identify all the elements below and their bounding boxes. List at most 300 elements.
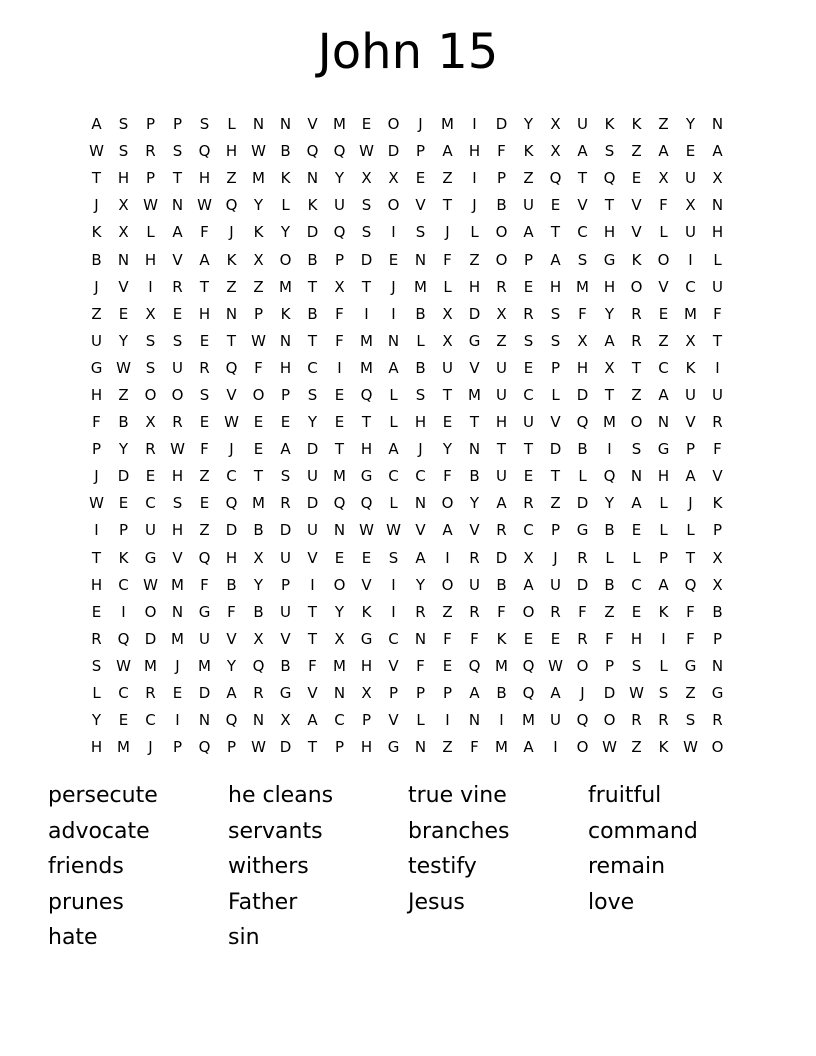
grid-letter: A [280, 440, 291, 459]
grid-letter: T [307, 602, 318, 621]
grid-letter: X [712, 575, 723, 594]
grid-letter: S [172, 494, 183, 513]
grid-letter: C [685, 277, 696, 296]
grid-letter: J [175, 656, 180, 675]
grid-letter: T [712, 331, 723, 350]
grid-letter: K [91, 223, 102, 242]
grid-letter: O [603, 711, 616, 730]
grid-letter: W [143, 196, 158, 215]
grid-letter: E [334, 385, 345, 404]
word-bank-item: Jesus [408, 889, 465, 915]
grid-letter: S [91, 656, 102, 675]
grid-row [83, 409, 731, 436]
grid-row [83, 680, 731, 707]
grid-letter: S [577, 250, 588, 269]
grid-letter: L [632, 548, 641, 567]
grid-letter: R [550, 602, 561, 621]
grid-letter: L [659, 494, 668, 513]
grid-letter: C [118, 575, 129, 594]
grid-letter: Y [685, 115, 696, 134]
grid-letter: T [523, 440, 534, 459]
grid-letter: Y [118, 331, 129, 350]
grid-letter: T [550, 467, 561, 486]
grid-letter: F [713, 304, 722, 323]
grid-letter: D [360, 250, 373, 269]
grid-row [83, 707, 731, 734]
grid-letter: I [661, 629, 666, 648]
grid-letter: T [577, 169, 588, 188]
grid-letter: T [631, 358, 642, 377]
grid-letter: J [94, 277, 99, 296]
grid-letter: H [603, 223, 616, 242]
grid-letter: D [576, 385, 589, 404]
grid-letter: Z [226, 169, 237, 188]
grid-letter: R [469, 602, 480, 621]
grid-letter: D [306, 223, 319, 242]
grid-letter: O [387, 115, 400, 134]
grid-letter: Q [198, 142, 211, 161]
grid-row [83, 382, 731, 409]
grid-letter: R [280, 494, 291, 513]
grid-letter: K [253, 223, 264, 242]
grid-letter: C [145, 711, 156, 730]
grid-letter: D [306, 494, 319, 513]
grid-letter: E [631, 602, 642, 621]
grid-letter: U [550, 711, 561, 730]
grid-letter: X [145, 413, 156, 432]
grid-letter: Q [360, 385, 373, 404]
grid-letter: Z [658, 115, 669, 134]
grid-letter: E [550, 629, 561, 648]
grid-letter: O [144, 385, 157, 404]
grid-letter: M [333, 656, 346, 675]
grid-letter: Q [549, 169, 562, 188]
grid-letter: L [92, 684, 101, 703]
grid-letter: S [388, 548, 399, 567]
grid-letter: Z [523, 169, 534, 188]
grid-letter: L [389, 385, 398, 404]
grid-letter: E [199, 494, 210, 513]
grid-letter: D [495, 548, 508, 567]
grid-letter: H [171, 467, 184, 486]
grid-letter: L [416, 711, 425, 730]
grid-row [83, 192, 731, 219]
grid-letter: C [307, 358, 318, 377]
grid-letter: S [550, 331, 561, 350]
grid-letter: V [280, 629, 291, 648]
grid-letter: W [116, 358, 131, 377]
grid-letter: W [683, 738, 698, 757]
grid-row [83, 490, 731, 517]
grid-letter: L [686, 521, 695, 540]
grid-letter: R [577, 629, 588, 648]
grid-letter: U [145, 521, 156, 540]
grid-letter: W [170, 440, 185, 459]
grid-letter: L [659, 521, 668, 540]
grid-letter: W [602, 738, 617, 757]
grid-letter: P [523, 250, 534, 269]
grid-letter: Z [199, 467, 210, 486]
grid-letter: D [576, 575, 589, 594]
grid-letter: A [550, 684, 561, 703]
grid-letter: C [523, 521, 534, 540]
grid-row [83, 111, 731, 138]
grid-letter: B [577, 440, 588, 459]
grid-letter: P [334, 250, 345, 269]
grid-letter: A [91, 115, 102, 134]
grid-letter: S [658, 684, 669, 703]
grid-letter: F [497, 602, 506, 621]
grid-letter: I [472, 169, 477, 188]
grid-letter: O [630, 413, 643, 432]
grid-letter: Z [118, 385, 129, 404]
page-title: John 15 [317, 24, 499, 80]
grid-letter: C [631, 575, 642, 594]
grid-letter: O [441, 494, 454, 513]
grid-letter: C [577, 223, 588, 242]
grid-letter: H [549, 277, 562, 296]
grid-letter: S [145, 358, 156, 377]
grid-letter: T [253, 467, 264, 486]
grid-letter: P [604, 656, 615, 675]
grid-letter: D [468, 304, 481, 323]
grid-letter: Q [576, 711, 589, 730]
grid-letter: Y [604, 304, 615, 323]
grid-letter: T [91, 169, 102, 188]
grid-letter: N [414, 738, 427, 757]
grid-letter: U [307, 521, 318, 540]
grid-row [83, 599, 731, 626]
grid-letter: R [91, 629, 102, 648]
grid-letter: L [659, 656, 668, 675]
grid-letter: K [307, 196, 318, 215]
grid-row [83, 734, 731, 761]
grid-letter: L [551, 385, 560, 404]
grid-letter: U [496, 467, 507, 486]
grid-letter: R [631, 711, 642, 730]
grid-letter: H [171, 521, 184, 540]
grid-letter: J [418, 440, 423, 459]
grid-letter: Q [333, 494, 346, 513]
grid-letter: O [441, 575, 454, 594]
grid-letter: N [711, 115, 724, 134]
grid-letter: S [685, 711, 696, 730]
grid-letter: U [712, 385, 723, 404]
grid-letter: O [576, 738, 589, 757]
grid-letter: X [361, 684, 372, 703]
grid-letter: I [148, 277, 153, 296]
grid-letter: A [226, 684, 237, 703]
grid-letter: L [227, 115, 236, 134]
grid-letter: S [631, 440, 642, 459]
grid-letter: H [279, 358, 292, 377]
grid-letter: Y [523, 115, 534, 134]
grid-letter: C [388, 629, 399, 648]
grid-letter: V [469, 358, 480, 377]
grid-letter: P [415, 684, 426, 703]
grid-letter: P [712, 629, 723, 648]
grid-letter: T [496, 440, 507, 459]
grid-letter: U [685, 385, 696, 404]
grid-row [83, 165, 731, 192]
grid-letter: S [550, 304, 561, 323]
grid-letter: D [603, 684, 616, 703]
grid-letter: A [712, 142, 723, 161]
word-bank-item: prunes [48, 889, 124, 915]
grid-letter: V [172, 250, 183, 269]
grid-letter: E [118, 711, 129, 730]
grid-letter: H [468, 142, 481, 161]
grid-letter: Q [252, 656, 265, 675]
grid-letter: A [388, 358, 399, 377]
grid-letter: V [118, 277, 129, 296]
grid-letter: B [280, 656, 291, 675]
grid-letter: C [226, 467, 237, 486]
grid-letter: L [659, 223, 668, 242]
grid-letter: R [415, 602, 426, 621]
grid-letter: W [224, 413, 239, 432]
grid-letter: U [334, 196, 345, 215]
grid-letter: B [226, 575, 237, 594]
grid-letter: F [713, 440, 722, 459]
grid-letter: P [388, 684, 399, 703]
grid-letter: Q [522, 656, 535, 675]
grid-letter: K [496, 629, 507, 648]
grid-letter: L [416, 331, 425, 350]
grid-letter: F [497, 142, 506, 161]
grid-letter: A [523, 223, 534, 242]
grid-letter: S [415, 223, 426, 242]
grid-letter: Q [117, 629, 130, 648]
grid-letter: C [523, 385, 534, 404]
grid-letter: F [200, 575, 209, 594]
grid-letter: D [198, 684, 211, 703]
grid-letter: V [361, 575, 372, 594]
grid-letter: A [523, 575, 534, 594]
grid-letter: Z [550, 494, 561, 513]
grid-letter: U [442, 358, 453, 377]
grid-letter: V [388, 656, 399, 675]
grid-letter: P [442, 684, 453, 703]
grid-letter: G [198, 602, 211, 621]
grid-letter: P [685, 440, 696, 459]
grid-letter: H [117, 169, 130, 188]
grid-letter: N [198, 711, 211, 730]
grid-letter: A [415, 548, 426, 567]
grid-letter: S [199, 385, 210, 404]
grid-letter: Z [253, 277, 264, 296]
grid-letter: Q [198, 548, 211, 567]
grid-letter: I [121, 602, 126, 621]
grid-letter: A [469, 684, 480, 703]
grid-letter: P [145, 115, 156, 134]
grid-letter: U [280, 548, 291, 567]
grid-letter: E [199, 413, 210, 432]
grid-letter: Z [469, 250, 480, 269]
grid-letter: K [631, 115, 642, 134]
grid-letter: M [144, 656, 157, 675]
grid-letter: R [712, 413, 723, 432]
grid-letter: P [415, 142, 426, 161]
grid-letter: W [548, 656, 563, 675]
grid-letter: Y [253, 196, 264, 215]
grid-letter: Q [198, 738, 211, 757]
grid-letter: S [118, 142, 129, 161]
grid-letter: I [94, 521, 99, 540]
grid-letter: P [712, 521, 723, 540]
grid-letter: R [199, 358, 210, 377]
grid-letter: Y [604, 494, 615, 513]
grid-letter: T [307, 738, 318, 757]
grid-letter: T [442, 196, 453, 215]
grid-letter: T [334, 440, 345, 459]
grid-letter: B [118, 413, 129, 432]
grid-letter: E [523, 277, 534, 296]
word-bank-item: fruitful [588, 783, 662, 808]
grid-letter: D [279, 738, 292, 757]
grid-letter: Z [442, 169, 453, 188]
grid-letter: F [416, 656, 425, 675]
grid-letter: I [175, 711, 180, 730]
grid-row [83, 545, 731, 572]
grid-letter: D [495, 115, 508, 134]
word-bank-item: friends [48, 854, 124, 879]
grid-letter: I [337, 358, 342, 377]
grid-letter: G [279, 684, 292, 703]
grid-letter: G [576, 521, 589, 540]
grid-letter: O [495, 250, 508, 269]
grid-letter: F [335, 304, 344, 323]
grid-letter: E [631, 169, 642, 188]
grid-letter: V [550, 413, 561, 432]
grid-letter: I [391, 304, 396, 323]
grid-letter: H [711, 223, 724, 242]
grid-letter: H [630, 629, 643, 648]
grid-letter: T [226, 331, 237, 350]
grid-letter: V [226, 385, 237, 404]
grid-letter: J [229, 223, 234, 242]
grid-letter: X [442, 331, 453, 350]
grid-letter: E [523, 629, 534, 648]
grid-letter: S [199, 115, 210, 134]
grid-letter: F [443, 467, 452, 486]
grid-letter: R [496, 521, 507, 540]
grid-letter: C [388, 467, 399, 486]
grid-letter: J [391, 277, 396, 296]
grid-letter: A [685, 467, 696, 486]
grid-letter: H [495, 413, 508, 432]
grid-letter: R [469, 548, 480, 567]
grid-letter: X [118, 223, 129, 242]
grid-letter: W [116, 656, 131, 675]
grid-letter: H [603, 277, 616, 296]
grid-letter: X [253, 250, 264, 269]
grid-letter: W [386, 521, 401, 540]
grid-letter: T [361, 413, 372, 432]
grid-letter: R [523, 304, 534, 323]
grid-letter: Z [496, 331, 507, 350]
grid-letter: H [225, 548, 238, 567]
word-bank-item: servants [228, 818, 323, 844]
grid-letter: S [145, 331, 156, 350]
grid-letter: I [715, 358, 720, 377]
grid-letter: A [172, 223, 183, 242]
grid-letter: E [685, 142, 696, 161]
grid-letter: X [523, 548, 534, 567]
grid-letter: E [523, 467, 534, 486]
grid-letter: P [172, 115, 183, 134]
grid-letter: P [280, 575, 291, 594]
grid-letter: F [443, 250, 452, 269]
grid-letter: V [631, 223, 642, 242]
grid-letter: I [688, 250, 693, 269]
grid-letter: B [496, 684, 507, 703]
grid-letter: A [388, 440, 399, 459]
grid-letter: V [172, 548, 183, 567]
grid-letter: A [631, 494, 642, 513]
grid-letter: D [144, 629, 157, 648]
grid-letter: N [414, 250, 427, 269]
grid-letter: X [361, 169, 372, 188]
grid-letter: K [280, 169, 291, 188]
grid-letter: K [631, 250, 642, 269]
grid-letter: J [580, 684, 585, 703]
grid-letter: M [360, 331, 373, 350]
grid-letter: O [495, 223, 508, 242]
grid-row [83, 626, 731, 653]
grid-letter: O [252, 385, 265, 404]
grid-letter: X [145, 304, 156, 323]
grid-letter: N [468, 711, 481, 730]
grid-letter: R [145, 142, 156, 161]
grid-letter: P [550, 521, 561, 540]
grid-letter: L [146, 223, 155, 242]
grid-letter: Q [225, 494, 238, 513]
grid-letter: N [252, 115, 265, 134]
grid-letter: S [280, 467, 291, 486]
grid-letter: E [118, 494, 129, 513]
grid-letter: C [118, 684, 129, 703]
grid-letter: T [685, 548, 696, 567]
grid-letter: E [199, 331, 210, 350]
grid-letter: F [443, 629, 452, 648]
grid-letter: M [522, 711, 535, 730]
grid-letter: Q [468, 656, 481, 675]
grid-letter: Y [334, 602, 345, 621]
grid-letter: W [359, 142, 374, 161]
grid-letter: I [310, 575, 315, 594]
grid-letter: T [550, 223, 561, 242]
grid-letter: E [280, 413, 291, 432]
grid-letter: S [118, 115, 129, 134]
grid-letter: D [387, 142, 400, 161]
grid-letter: R [631, 304, 642, 323]
word-bank-item: sin [228, 925, 260, 950]
grid-letter: Y [442, 440, 453, 459]
grid-letter: F [227, 602, 236, 621]
grid-letter: Q [684, 575, 697, 594]
grid-letter: W [89, 142, 104, 161]
grid-letter: T [307, 331, 318, 350]
grid-letter: J [94, 196, 99, 215]
grid-letter: D [549, 440, 562, 459]
word-bank-item: branches [408, 818, 510, 844]
grid-letter: W [629, 684, 644, 703]
grid-letter: M [279, 277, 292, 296]
grid-letter: E [388, 250, 399, 269]
grid-letter: N [333, 684, 346, 703]
grid-letter: X [550, 142, 561, 161]
